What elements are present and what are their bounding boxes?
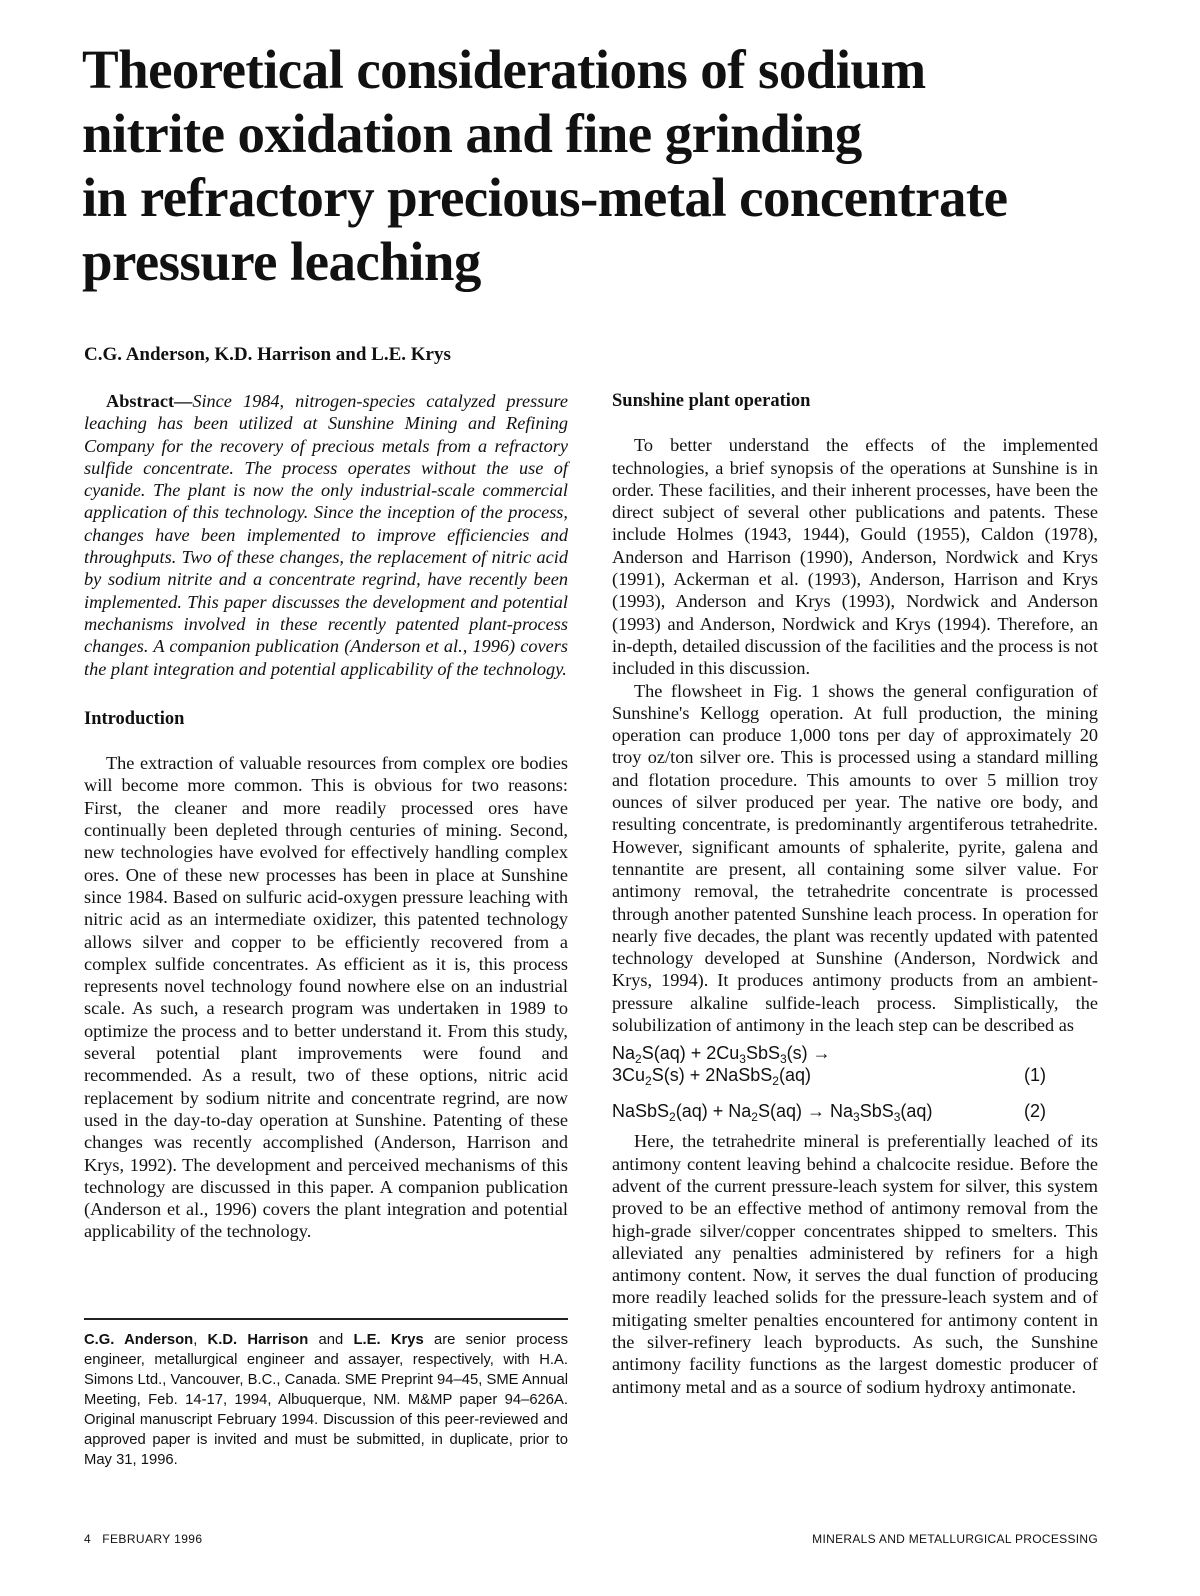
introduction-paragraph: The extraction of valuable resources from complex ore bodies will become more common. This is obvious for two reasons: First, the cleaner and more readily processed ores have continually been depleted through centuries of mining. Second, new technologies have evolved for effectively handling complex ores. One of these new processes has been in place at Sunshine since 1984. Based on sulfuric acid-oxygen pressure leaching with nitric acid as an intermediate oxidizer, this patented technology allows silver and copper to be efficiently recovered from a complex sulfide concentrates. As efficient as it is, this process represents novel technology found nowhere else on an industrial scale. As such, a research program was undertaken in 1989 to optimize the process and to better understand it. From this study, several potential plant improvements were found and recommended. As a result, two of these options, nitric acid replacement by sodium nitrite and concentrate regrind, are now used in the day-to-day operation at Sunshine. Patenting of these changes was recently accomplished (Anderson, Harrison and Krys, 1992). The development and perceived mechanisms of this technology are discussed in this paper. A companion publication (Anderson et al., 1996) covers the plant integration and potential applicability of the technology.: [84, 753, 568, 1242]
equation-1: [612, 1042, 1098, 1089]
sunshine-paragraph: The flowsheet in Fig. 1 shows the general configuration of Sunshine's Kellogg operation. At full production, the mining operation can produce 1,000 tons per day of approximately 20 troy oz/ton silver ore. This is processed using a standard milling and flotation procedure. This amounts to over 5 million troy ounces of silver produced per year. The native ore body, and resulting concentrate, is predominantly argentiferous tetrahedrite. However, significant amounts of sphalerite, pyrite, galena and tennantite are present, all containing some silver value. For antimony removal, the tetrahedrite concentrate is processed through another patented Sunshine leach process. In operation for nearly five decades, the plant was recently updated with patented technology developed at Sunshine (Anderson, Nordwick and Krys, 1994). It produces antimony products from an ambient-pressure alkaline sulfide-leach process. Simplistically, the solubilization of antimony in the leach step can be described as: [612, 680, 1098, 1036]
equation-1-line-1: $Na_2S(aq) + 2Cu_3SbS_3(s)$ →: [612, 1043, 831, 1067]
equation-2-line: NaSbS$_2$(aq) + $Na_2S(aq) \to Na_3SbS_3(aq)$ (2): [612, 1101, 1046, 1125]
sunshine-paragraph: Here, the tetrahedrite mineral is preferentially leached of its antimony content leaving behind a chalcocite residue. Before the advent of the current pressure-leach system for silver, this system proved to be an effective method of antimony removal from the high-grade silver/copper concentrates shipped to smelters. This alleviated any penalties administered by refiners for a high antimony content. Now, it serves the dual function of producing more readily leached solids for the pressure-leach system and of mitigating smelter penalties encountered for antimony content in the silver-refinery leach byproducts. As such, the Sunshine antimony facility functions as the largest domestic producer of antimony metal and as a source of sodium hydroxy antimonate.: [612, 1131, 1098, 1397]
footnote-author: L.E. Krys: [353, 1332, 424, 1348]
abstract: [84, 390, 568, 680]
footnote-author: C.G. Anderson: [84, 1332, 194, 1348]
abstract-label: Abstract: [106, 391, 175, 411]
title-line: pressure leaching: [82, 231, 481, 292]
page-footer-journal: MINERALS AND METALLURGICAL PROCESSING: [812, 1532, 1098, 1546]
author-list: C.G. Anderson, K.D. Harrison and L.E. Krys: [84, 344, 451, 365]
sunshine-paragraph: To better understand the effects of the implemented technologies, a brief synopsis of the operations at Sunshine is in order. These facilities, and their inherent processes, have been the direct subject of several other publications and patents. These include Holmes (1943, 1944), Gould (1955), Caldon (1978), Anderson and Harrison (1990), Anderson, Nordwick and Krys (1991), Ackerman et al. (1993), Anderson, Harrison and Krys (1993), Anderson and Krys (1993), Nordwick and Anderson (1993) and Anderson, Nordwick and Krys (1994). Therefore, an in-depth, detailed discussion of the facilities and the process is not included in this discussion.: [612, 435, 1098, 679]
reaction-arrow: →: [807, 1101, 825, 1122]
footnote-separator: ,: [193, 1332, 208, 1348]
abstract-dash: —: [174, 391, 193, 411]
footnote-text: are senior process engineer, metallurgical engineer and assayer, respectively, with H.A. Simons Ltd., Vancouver, B.C., Canada. SME Preprint 94–45, SME Annual Meeting, Feb. 14-17, 1994, Albuquerque, NM. M&MP paper 94–626A. Original manuscript February 1994. Discussion of this peer-reviewed and approved paper is invited and must be submitted, in duplicate, prior to May 31, 1996.: [84, 1332, 568, 1468]
equation-1-line-2: $3Cu_2S(s)$ + 2NaSbS$_2$(aq) (1): [612, 1065, 1046, 1089]
article-title: [82, 38, 1142, 294]
equation-number: (2): [1024, 1101, 1046, 1122]
footnote-author: K.D. Harrison: [207, 1332, 309, 1348]
section-heading-sunshine: Sunshine plant operation: [612, 391, 811, 411]
footnote-separator: and: [308, 1332, 354, 1348]
equation-number: (1): [1024, 1065, 1046, 1086]
author-footnote: [84, 1330, 568, 1470]
equation-2: [612, 1100, 1098, 1125]
title-line: in refractory precious-metal concentrate: [82, 167, 1008, 228]
reaction-arrow: →: [812, 1043, 831, 1064]
abstract-text: Since 1984, nitrogen-species catalyzed pressure leaching has been utilized at Sunshine Mining and Refining Company for the recovery of precious metals from a refractory sulfide concentrate. The process operates without the use of cyanide. The plant is now the only industrial-scale commercial application of this technology. Since the inception of the process, changes have been implemented to improve efficiencies and throughputs. Two of these changes, the replacement of nitric acid by sodium nitrite and a concentrate regrind, have recently been implemented. This paper discusses the development and potential mechanisms involved in these recently patented plant-process changes. A companion publication (Anderson et al., 1996) covers the plant integration and potential applicability of the technology.: [84, 391, 568, 679]
title-line: nitrite oxidation and fine grinding: [82, 103, 862, 164]
footnote-divider: [84, 1318, 568, 1320]
title-line: Theoretical considerations of sodium: [82, 39, 926, 100]
left-column: [84, 390, 568, 1243]
right-column: [612, 390, 1098, 1398]
page-footer-date: 4 FEBRUARY 1996: [84, 1532, 203, 1546]
section-heading-introduction: Introduction: [84, 708, 185, 729]
